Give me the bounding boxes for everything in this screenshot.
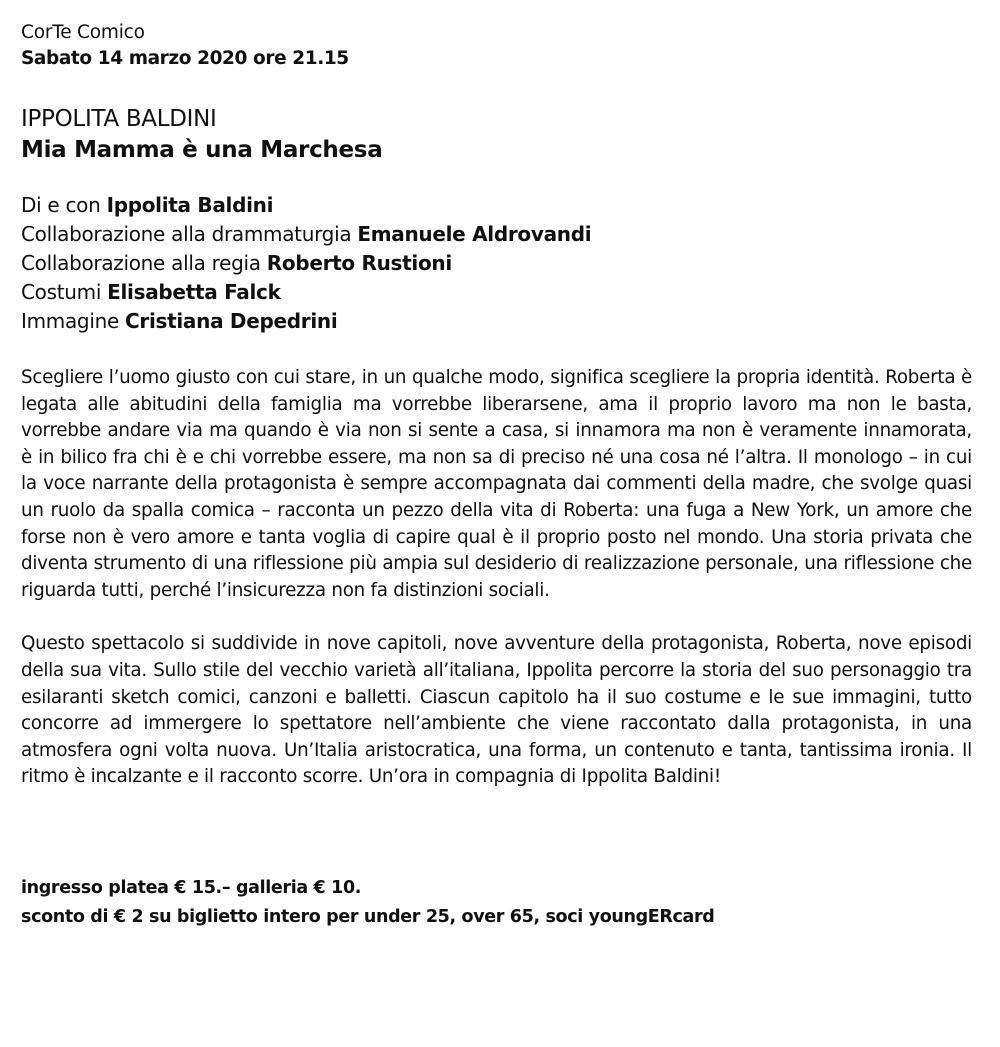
credit-role: Di e con [21,193,101,217]
show-title: Mia Mamma è una Marchesa [21,137,383,163]
credit-role: Immagine [21,309,119,333]
venue-name: CorTe Comico [21,22,145,43]
event-sheet [21,20,972,932]
description-paragraph: Questo spettacolo si suddivide in nove capitoli, nove avventure della protagonista, Roberta, nove episodi della sua vita. Sullo stile del vecchio varietà all’italiana, Ippolita percorre la storia del suo personaggio tra esilaranti sketch comici, canzoni e balletti. Ciascun capitolo ha il suo costume e le sue immagini, tutto concorre ad immergere lo spettatore nell’ambiente che viene raccontato dalla protagonista, in una atmosfera ogni volta nuova. Un’Italia aristocratica, una forma, un contenuto e tanta, tantissima ironia. Il ritmo è incalzante e il racconto scorre. Un’ora in compagnia di Ippolita Baldini! [21,633,972,788]
ticket-prices: ingresso platea € 15.– galleria € 10. [21,877,362,898]
credit-person: Ippolita Baldini [106,193,274,217]
credit-line [21,307,972,336]
credit-line [21,191,972,220]
credit-line [21,220,972,249]
event-date: Sabato 14 marzo 2020 ore 21.15 [21,48,349,69]
credit-role: Collaborazione alla regia [21,251,261,275]
description-paragraph: Scegliere l’uomo giusto con cui stare, in un qualche modo, significa scegliere la propria identità. Roberta è legata alle abitudini della famiglia ma vorrebbe liberarsene, ama il proprio lavoro ma non le basta, vorrebbe andare via ma quando è via non si sente a casa, si innamora ma non è veramente innamorata, è in bilico fra chi è e chi vorrebbe essere, ma non sa di preciso né una cosa né l’altra. Il monologo – in cui la voce narrante della protagonista è sempre accompagnata dai commenti della madre, che svolge quasi un ruolo da spalla comica – racconta un pezzo della vita di Roberta: una fuga a New York, un amore che forse non è vero amore e tanta voglia di capire qual è il proprio posto nel mondo. Una storia privata che diventa strumento di una riflessione più ampia sul desiderio di realizzazione personale, una riflessione che riguarda tutti, perché l’insicurezza non fa distinzioni sociali. [21,367,972,601]
credit-role: Costumi [21,280,102,304]
credit-person: Roberto Rustioni [266,251,452,275]
ticket-info [21,874,972,932]
credit-line [21,278,972,307]
artist-name: IPPOLITA BALDINI [21,106,217,132]
credit-person: Cristiana Depedrini [125,309,338,333]
credit-role: Collaborazione alla drammaturgia [21,222,352,246]
credit-line [21,249,972,278]
credit-person: Emanuele Aldrovandi [357,222,592,246]
credit-person: Elisabetta Falck [107,280,281,304]
credits-list [21,191,972,336]
ticket-discount: sconto di € 2 su biglietto intero per under 25, over 65, soci youngERcard [21,906,715,927]
